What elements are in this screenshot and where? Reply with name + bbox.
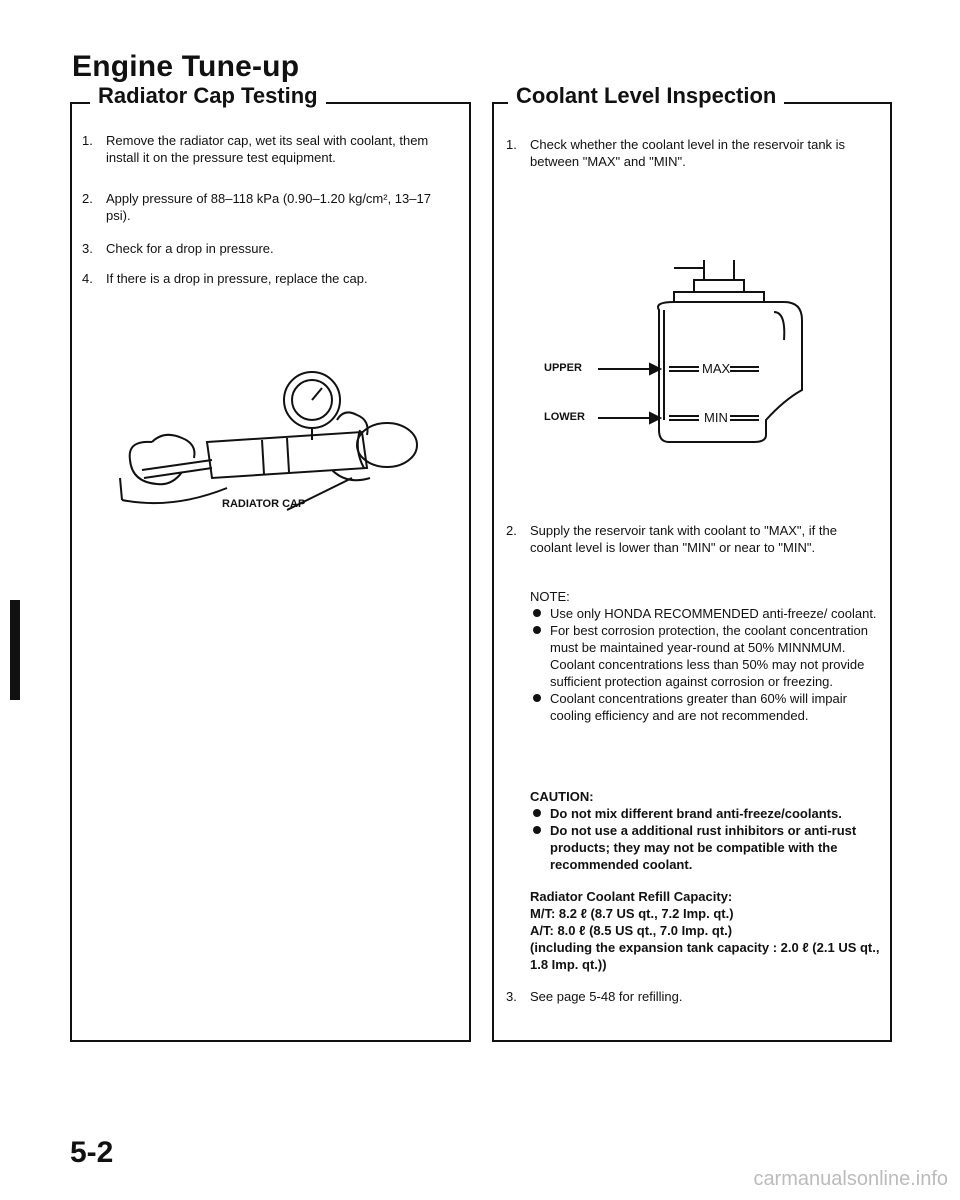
capacity-mt: M/T: 8.2 ℓ (8.7 US qt., 7.2 Imp. qt.) <box>530 906 734 921</box>
capacity-title: Radiator Coolant Refill Capacity: <box>530 889 733 904</box>
note-item: Use only HONDA RECOMMENDED anti-freeze/ coolant. <box>530 605 880 622</box>
radiator-cap-label: RADIATOR CAP <box>222 498 306 510</box>
pressure-tester-illustration <box>112 360 442 515</box>
min-mark-label: MIN <box>704 410 728 425</box>
watermark: carmanualsonline.info <box>753 1168 948 1190</box>
note-label: NOTE: <box>530 589 570 604</box>
upper-label: UPPER <box>544 362 582 374</box>
note-item: For best corrosion protection, the coolant concentration must be maintained year-round at 50% MINNMUM. Coolant concentrations less than 50% may not provide sufficient protection against corrosion or freezing. <box>530 622 880 690</box>
capacity-including: (including the expansion tank capacity : 2.0 ℓ (2.1 US qt., 1.8 Imp. qt.)) <box>530 940 880 972</box>
capacity-at: A/T: 8.0 ℓ (8.5 US qt., 7.0 Imp. qt.) <box>530 923 733 938</box>
radiator-section-heading: Radiator Cap Testing <box>90 83 326 109</box>
coolant-section-heading: Coolant Level Inspection <box>508 83 784 109</box>
max-mark-label: MAX <box>702 361 731 376</box>
caution-block <box>530 788 880 873</box>
caution-label: CAUTION: <box>530 789 594 804</box>
caution-item: Do not mix different brand anti-freeze/coolants. <box>530 805 880 822</box>
page-title: Engine Tune-up <box>72 50 300 83</box>
note-block <box>530 588 880 724</box>
page-number: 5-2 <box>70 1136 114 1169</box>
margin-tab-marker <box>10 600 20 700</box>
capacity-block <box>530 888 880 973</box>
lower-label: LOWER <box>544 411 585 423</box>
note-item: Coolant concentrations greater than 60% will impair cooling efficiency and are not recommended. <box>530 690 880 724</box>
radiator-cap-section: Radiator Cap Testing 1. Remove the radiator cap, wet its seal with coolant, them install it on the pressure test equipment. 2. Apply pressure of 88–118 kPa (0.90–1.20 kg/cm², 13–17 psi). 3. Check for a drop in pressure. 4. If there is a drop in pressure, replace the cap. RADIATOR CAP <box>70 102 471 1042</box>
caution-item: Do not use a additional rust inhibitors or anti-rust products; they may not be compatible with the recommended coolant. <box>530 822 880 873</box>
reservoir-tank-illustration <box>554 250 814 450</box>
coolant-level-section: Coolant Level Inspection 1. Check whether the coolant level in the reservoir tank is between "MAX" and "MIN". UPPER LOWER MAX MIN 2. Supply the reservoir tank with coolant to "MAX", if the coolant level is lower than "MIN" or near to "MIN". NOTE: Use only HONDA RECOMMENDED anti-freeze/ coolant. For best corrosion protection, the coolant concentration must be maintained year-round at 50% MINNMUM. Coolant concentrations less than 50% may not provide sufficient protection against corrosion or freezing. Coolant concentrations greater than 60% will impair cooling efficiency and are not recommended. CAUTION: Do not mix different brand anti-freeze/coolants. Do not use a additional rust inhibitors or anti-rust products; they may not be compatible with the recommended coolant. Radiator Coolant Refill Capacity: M/T: 8.2 ℓ (8.7 US qt., 7.2 Imp. qt.) A/T: 8.0 ℓ (8.5 US qt., 7.0 Imp. qt.) (including the expansion tank capacity : 2.0 ℓ (2.1 US qt., 1.8 Imp. qt.)) 3. See page 5-48 for refilling. <box>492 102 892 1042</box>
